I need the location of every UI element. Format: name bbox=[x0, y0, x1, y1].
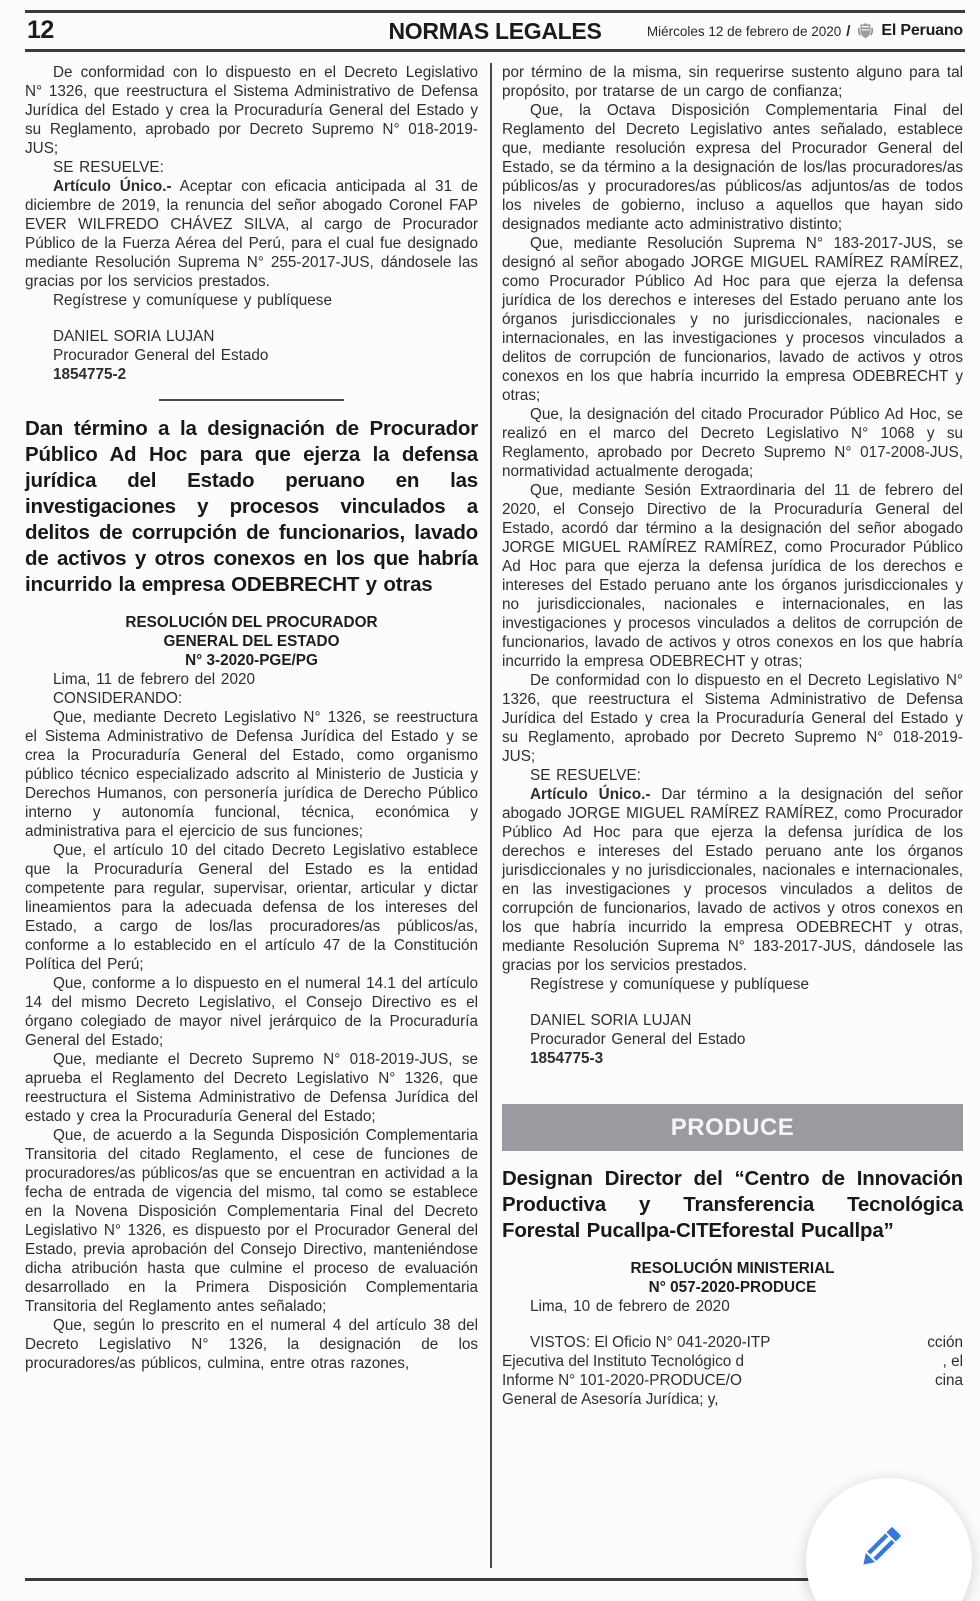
record-number: 1854775-3 bbox=[530, 1050, 604, 1067]
left-column bbox=[25, 63, 478, 1568]
considerando-paragraph: Que, mediante Decreto Legislativo N° 1326, se reestructura el Sistema Administrativo de Defensa Jurídica del Estado y se crea la Procuraduría General del Estado, como organismo público técnico especializado adscrito al Ministerio de Justicia y Derechos Humanos, con personería jurídica de Derecho Público interno y autonomía funcional, técnica, económica y administrativa para el ejercicio de sus funciones; bbox=[25, 709, 478, 840]
registrese-line: Regístrese y comuníquese y publíquese bbox=[53, 292, 332, 309]
articulo-unico-paragraph bbox=[25, 177, 478, 291]
paragraph: Que, mediante Sesión Extraordinaria del 11 de febrero del 2020, el Consejo Directivo de la Procuraduría General del Estado, acordó dar término a la designación del señor abogado JORGE MIGUEL RAMÍREZ RAMÍREZ, como Procurador Público Ad Hoc para que ejerza la defensa jurídica de los derechos e intereses del Estado peruano ante los órganos jurisdiccionales y no jurisdiccionales, nacionales e internacionales, en las investigaciones y procesos vinculados a delitos de corrupción de funcionarios, lavado de activos y otros conexos en los que habría incurrido la empresa ODEBRECHT y otras; bbox=[502, 482, 963, 670]
page-header bbox=[25, 13, 965, 49]
date-line: Lima, 10 de febrero de 2020 bbox=[530, 1298, 730, 1315]
resolution-title-line: N° 057-2020-PRODUCE bbox=[648, 1279, 817, 1296]
record-number: 1854775-2 bbox=[53, 366, 127, 383]
resolution-title bbox=[25, 613, 478, 670]
signature-block bbox=[25, 327, 478, 365]
considerando-paragraph: Que, el artículo 10 del citado Decreto Legislativo establece que la Procuraduría General del Estado es la entidad competente para regular, supervisar, orientar, articular y dictar lineamientos para la adecuada defensa de los intereses del Estado, a cargo de los/las procuradores/as públicos/as, conforme a lo establecido en el artículo 47 de la Constitución Política del Perú; bbox=[25, 842, 478, 973]
signer-title: Procurador General del Estado bbox=[530, 1031, 746, 1048]
vistos-paragraph bbox=[502, 1333, 963, 1409]
column-divider-rule bbox=[490, 63, 492, 1568]
considerando-paragraph: Que, según lo prescrito en el numeral 4 del artículo 38 del Decreto Legislativo N° 1326, la designación de los procuradores/as públicos, culmina, entre otras razones, bbox=[25, 1317, 478, 1372]
resolution-title-line: RESOLUCIÓN MINISTERIAL bbox=[630, 1260, 835, 1277]
considerando-label: CONSIDERANDO: bbox=[53, 690, 183, 707]
header-date-brand bbox=[647, 21, 963, 41]
resolution-title bbox=[502, 1259, 963, 1297]
paragraph: Que, la designación del citado Procurador Público Ad Hoc, se realizó en el marco del Decreto Legislativo N° 1068 y su Reglamento, aprobado por Decreto Supremo N° 017-2008-JUS, normatividad actualmente derogada; bbox=[502, 406, 963, 480]
header-separator: / bbox=[846, 22, 851, 40]
considerando-paragraph: Que, conforme a lo dispuesto en el numeral 14.1 del artículo 14 del mismo Decreto Legislativo, el Consejo Directivo es el órgano colegiado de mayor nivel jerárquico de la Procuraduría General del Estado; bbox=[25, 975, 478, 1049]
articulo-unico-paragraph bbox=[502, 785, 963, 975]
signer-name: DANIEL SORIA LUJAN bbox=[530, 1012, 692, 1029]
article-divider-rule bbox=[159, 399, 344, 401]
header-bottom-rule bbox=[25, 49, 965, 52]
date-line: Lima, 11 de febrero del 2020 bbox=[53, 671, 255, 688]
header-date: Miércoles 12 de febrero de 2020 bbox=[646, 23, 842, 39]
vistos-line: Ejecutiva del Instituto Tecnológico d , el bbox=[502, 1353, 963, 1370]
paragraph: De conformidad con lo dispuesto en el Decreto Legislativo N° 1326, que reestructura el Sistema Administrativo de Defensa Jurídica del Estado y crea la Procuraduría General del Estado y su Reglamento, aprobado por Decreto Supremo N° 018-2019-JUS; bbox=[502, 672, 963, 765]
signer-name: DANIEL SORIA LUJAN bbox=[53, 328, 215, 345]
signature-block bbox=[502, 1011, 963, 1049]
page-number: 12 bbox=[27, 16, 54, 44]
registrese-line: Regístrese y comuníquese y publíquese bbox=[530, 976, 809, 993]
right-column bbox=[502, 63, 963, 1568]
vistos-line: Informe N° 101-2020-PRODUCE/O cina bbox=[502, 1372, 963, 1389]
articulo-unico-lead: Artículo Único.- bbox=[530, 786, 651, 803]
paragraph: Que, mediante Resolución Suprema N° 183-2017-JUS, se designó al señor abogado JORGE MIGUEL RAMÍREZ RAMÍREZ, como Procurador Público Ad Hoc para que ejerza la defensa jurídica de los derechos e intereses del Estado peruano ante los órganos jurisdiccionales y no jurisdiccionales, nacionales e internacionales, en las investigaciones y procesos vinculados a delitos de corrupción de funcionarios, lavado de activos y otros conexos en los que habría incurrido la empresa ODEBRECHT y otras; bbox=[502, 235, 963, 404]
articulo-unico-text: Aceptar con eficacia anticipada al 31 de diciembre de 2019, la renuncia del señor abogado Coronel FAP EVER WILFREDO CHÁVEZ SILVA, al cargo de Procurador Público de la Fuerza Aérea del Perú, para el cual fue designado mediante Resolución Suprema N° 255-2017-JUS, dándosele las gracias por los servicios prestados. bbox=[25, 178, 478, 290]
paragraph: Que, la Octava Disposición Complementaria Final del Reglamento del Decreto Legislativo antes señalado, establece que, mediante resolución expresa del Procurador General del Estado, se da término a la designación de los/las procuradores/as públicos/as y procuradores/as públicos/as adjuntos/as de todos los niveles de gobierno, incluso a aquellos que hayan sido designados mediante acto administrativo distinto; bbox=[502, 102, 963, 233]
masthead-title: NORMAS LEGALES bbox=[388, 18, 602, 44]
paragraph: De conformidad con lo dispuesto en el Decreto Legislativo N° 1326, que reestructura el Sistema Administrativo de Defensa Jurídica del Estado y crea la Procuraduría General del Estado y su Reglamento, aprobado por Decreto Supremo N° 018-2019-JUS; bbox=[25, 64, 478, 157]
article-columns bbox=[25, 63, 965, 1568]
article-heading: Designan Director del “Centro de Innovación Productiva y Transferencia Tecnológica Forestal Pucallpa-CITEforestal Pucallpa” bbox=[502, 1167, 963, 1242]
signer-title: Procurador General del Estado bbox=[53, 347, 269, 364]
se-resuelve-label: SE RESUELVE: bbox=[530, 767, 641, 784]
articulo-unico-lead: Artículo Único.- bbox=[53, 178, 172, 195]
articulo-unico-text: Dar término a la designación del señor abogado JORGE MIGUEL RAMÍREZ RAMÍREZ, como Procurador Público Ad Hoc para que ejerza la defensa jurídica de los derechos e intereses del Estado peruano ante los órganos jurisdiccionales y no jurisdiccionales, nacionales e internacionales, en las investigaciones y procesos vinculados a delitos de corrupción de funcionarios, lavado de activos y otros conexos en los que habría incurrido la empresa ODEBRECHT y otras, mediante Resolución Suprema N° 183-2017-JUS, dándosele las gracias por los servicios prestados. bbox=[502, 786, 963, 974]
paragraph: por término de la misma, sin requerirse sustento alguno para tal propósito, por tratarse de un cargo de confianza; bbox=[502, 64, 963, 100]
brand-name: El Peruano bbox=[881, 22, 963, 39]
resolution-title-line: RESOLUCIÓN DEL PROCURADOR bbox=[125, 614, 378, 631]
vistos-line: VISTOS: El Oficio N° 041-2020-ITP cción bbox=[530, 1334, 963, 1351]
produce-section-banner: PRODUCE bbox=[502, 1104, 963, 1151]
considerando-paragraph: Que, mediante el Decreto Supremo N° 018-2019-JUS, se aprueba el Reglamento del Decreto Legislativo N° 1326, que reestructura el Sistema Administrativo de Defensa Jurídica del estado y crea la Procuraduría General del Estado; bbox=[25, 1051, 478, 1125]
resolution-title-line: N° 3-2020-PGE/PG bbox=[185, 652, 318, 669]
se-resuelve-label: SE RESUELVE: bbox=[53, 159, 164, 176]
article-heading: Dan término a la designación de Procurador Público Ad Hoc para que ejerza la defensa jurídica del Estado peruano en las investigaciones y procesos vinculados a delitos de corrupción de funcionarios, lavado de activos y otros conexos en los que habría incurrido la empresa ODEBRECHT y otras bbox=[25, 417, 478, 596]
resolution-title-line: GENERAL DEL ESTADO bbox=[163, 633, 340, 650]
considerando-paragraph: Que, de acuerdo a la Segunda Disposición Complementaria Transitoria del citado Reglamento, el cese de funciones de procuradores/as públicos/as que se encuentran en actividad a la fecha de entrada de vigencia del mismo, tal como se establece en la Novena Disposición Complementaria Final del Decreto Legislativo N° 1326, es dispuesto por el Procurador General del Estado, previa aprobación del Consejo Directivo, manteniéndose dicha atribución hasta que culmine el proceso de evaluación desarrollado en la Primera Disposición Complementaria Transitoria del Reglamento antes señalado; bbox=[25, 1127, 478, 1315]
vistos-line: General de Asesoría Jurídica; y, bbox=[502, 1391, 719, 1408]
el-peruano-logo-icon bbox=[855, 21, 876, 41]
